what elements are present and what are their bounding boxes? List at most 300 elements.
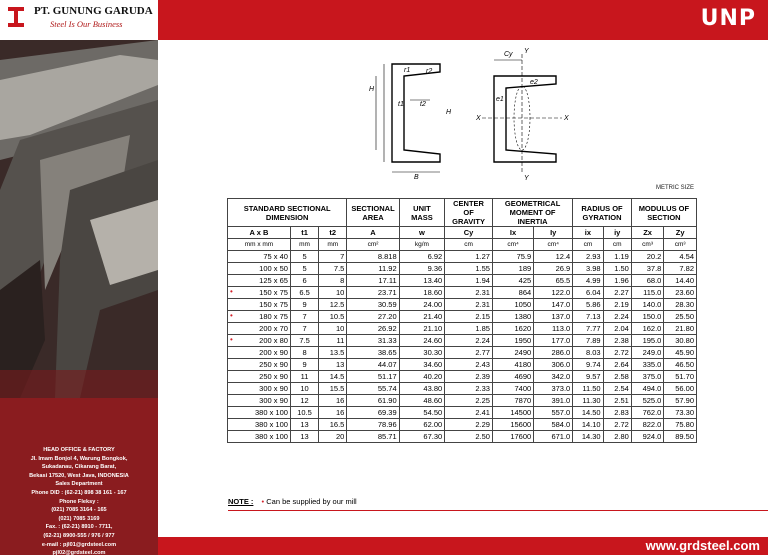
table-cell-t2: 20 — [319, 431, 347, 443]
table-cell-iy: 373.0 — [534, 383, 573, 395]
table-cell-iy: 26.9 — [534, 263, 573, 275]
symbol-cell: A — [347, 227, 399, 239]
divider — [228, 510, 768, 511]
table-cell-zy: 4.54 — [664, 251, 697, 263]
table-cell-zx: 150.0 — [631, 311, 664, 323]
symbol-cell: A x B — [228, 227, 291, 239]
table-cell-cy: 2.15 — [445, 311, 493, 323]
table-cell-t2: 13 — [319, 359, 347, 371]
table-cell-iy: 557.0 — [534, 407, 573, 419]
table-cell-ry: 1.19 — [603, 251, 631, 263]
label-y-top: Y — [524, 48, 529, 55]
table-cell-A: 23.71 — [347, 287, 399, 299]
table-cell-zx: 37.8 — [631, 263, 664, 275]
table-cell-rx: 14.30 — [573, 431, 603, 443]
table-cell-t1: 10 — [290, 383, 318, 395]
table-cell-t1: 10.5 — [290, 407, 318, 419]
contact-line: Sukadanau, Cikarang Barat, — [41, 464, 117, 471]
table-cell-iy: 113.0 — [534, 323, 573, 335]
table-cell-zy: 46.50 — [664, 359, 697, 371]
symbol-cell: Cy — [445, 227, 493, 239]
size-value: 125 x 65 — [259, 276, 288, 285]
table-cell-size — [228, 383, 291, 395]
table-cell-zx: 20.2 — [631, 251, 664, 263]
table-cell-cy: 2.31 — [445, 287, 493, 299]
table-cell-iy: 391.0 — [534, 395, 573, 407]
label-h2: H — [446, 109, 452, 116]
table-group-header-row — [228, 199, 697, 227]
table-cell-t2: 7 — [319, 251, 347, 263]
table-cell-cy: 2.41 — [445, 407, 493, 419]
table-cell-A: 61.90 — [347, 395, 399, 407]
table-cell-rx: 14.10 — [573, 419, 603, 431]
table-row — [228, 359, 697, 371]
symbol-cell: Zy — [664, 227, 697, 239]
table-cell-ix: 425 — [492, 275, 533, 287]
left-panel — [0, 40, 158, 555]
table-cell-ry: 2.04 — [603, 323, 631, 335]
table-cell-zx: 140.0 — [631, 299, 664, 311]
table-cell-zy: 23.60 — [664, 287, 697, 299]
table-cell-t1: 7 — [290, 311, 318, 323]
table-cell-A: 26.92 — [347, 323, 399, 335]
table-cell-zy: 73.30 — [664, 407, 697, 419]
table-cell-t2: 14.5 — [319, 371, 347, 383]
table-cell-ix: 4180 — [492, 359, 533, 371]
table-cell-ix: 7400 — [492, 383, 533, 395]
contact-info — [0, 446, 158, 555]
table-cell-w: 21.40 — [399, 311, 445, 323]
table-cell-A: 51.17 — [347, 371, 399, 383]
unit-cell: cm — [445, 239, 493, 251]
table-cell-w: 30.30 — [399, 347, 445, 359]
table-cell-ix: 189 — [492, 263, 533, 275]
table-cell-w: 54.50 — [399, 407, 445, 419]
table-cell-rx: 5.86 — [573, 299, 603, 311]
table-cell-t2: 16 — [319, 395, 347, 407]
table-cell-t1: 5 — [290, 251, 318, 263]
table-cell-t1: 9 — [290, 299, 318, 311]
table-cell-t2: 10.5 — [319, 311, 347, 323]
table-cell-size — [228, 263, 291, 275]
table-cell-ry: 1.96 — [603, 275, 631, 287]
table-cell-rx: 7.13 — [573, 311, 603, 323]
size-value: 150 x 75 — [259, 300, 288, 309]
table-cell-rx: 7.89 — [573, 335, 603, 347]
table-cell-iy: 147.0 — [534, 299, 573, 311]
table-cell-w: 24.60 — [399, 335, 445, 347]
table-cell-rx: 2.93 — [573, 251, 603, 263]
table-cell-cy: 1.94 — [445, 275, 493, 287]
company-slogan: Steel Is Our Business — [50, 19, 123, 29]
table-cell-cy: 2.43 — [445, 359, 493, 371]
table-cell-A: 30.59 — [347, 299, 399, 311]
table-cell-ix: 1380 — [492, 311, 533, 323]
header-gyration: RADIUS OF GYRATION — [573, 199, 632, 227]
note-bullet-icon: • — [261, 497, 265, 506]
table-cell-t1: 9 — [290, 359, 318, 371]
size-value: 380 x 100 — [254, 408, 288, 417]
table-cell-zy: 57.90 — [664, 395, 697, 407]
table-cell-iy: 177.0 — [534, 335, 573, 347]
table-cell-ry: 2.38 — [603, 335, 631, 347]
table-row — [228, 347, 697, 359]
table-cell-zx: 375.0 — [631, 371, 664, 383]
contact-line: HEAD OFFICE & FACTORY — [43, 447, 115, 453]
table-cell-t2: 12.5 — [319, 299, 347, 311]
size-value: 200 x 70 — [259, 324, 288, 333]
table-cell-zy: 51.70 — [664, 371, 697, 383]
table-cell-zy: 75.80 — [664, 419, 697, 431]
table-row — [228, 371, 697, 383]
table-cell-w: 13.40 — [399, 275, 445, 287]
contact-line: Bekasi 17520, West Java, INDONESIA — [29, 472, 129, 479]
table-cell-t2: 7.5 — [319, 263, 347, 275]
table-cell-ix: 1620 — [492, 323, 533, 335]
table-cell-A: 78.96 — [347, 419, 399, 431]
table-cell-cy: 2.25 — [445, 395, 493, 407]
table-cell-zx: 162.0 — [631, 323, 664, 335]
label-t2: t2 — [420, 101, 426, 108]
table-row — [228, 275, 697, 287]
table-cell-cy: 2.24 — [445, 335, 493, 347]
note-label: NOTE : — [228, 497, 254, 506]
table-cell-rx: 4.99 — [573, 275, 603, 287]
footer-bar — [158, 537, 768, 555]
table-cell-rx: 3.98 — [573, 263, 603, 275]
website-link[interactable]: www.grdsteel.com — [645, 538, 760, 553]
table-cell-ry: 2.54 — [603, 383, 631, 395]
table-cell-size — [228, 431, 291, 443]
size-value: 300 x 90 — [259, 384, 288, 393]
table-cell-ry: 2.51 — [603, 395, 631, 407]
size-value: 100 x 50 — [259, 264, 288, 273]
table-cell-zy: 56.00 — [664, 383, 697, 395]
table-cell-t2: 8 — [319, 275, 347, 287]
table-cell-iy: 584.0 — [534, 419, 573, 431]
table-cell-t2: 11 — [319, 335, 347, 347]
contact-line: e-mail : pjl01@grdsteel.com — [41, 541, 117, 548]
contact-line: Fax. : (62-21) 8910 - 7711, — [45, 524, 113, 531]
table-cell-t1: 6 — [290, 275, 318, 287]
table-row — [228, 431, 697, 443]
table-cell-zy: 28.30 — [664, 299, 697, 311]
unp-spec-table — [227, 198, 697, 443]
table-cell-t1: 11 — [290, 371, 318, 383]
table-cell-size — [228, 347, 291, 359]
table-cell-size — [228, 251, 291, 263]
table-cell-zx: 335.0 — [631, 359, 664, 371]
symbol-cell: ix — [573, 227, 603, 239]
symbol-cell: Iy — [534, 227, 573, 239]
contact-line: Sales Department — [55, 481, 103, 488]
unit-cell: cm² — [347, 239, 399, 251]
steel-channel-photo — [0, 40, 158, 398]
note — [228, 497, 357, 506]
unit-cell: cm — [603, 239, 631, 251]
table-cell-size — [228, 299, 291, 311]
table-cell-iy: 122.0 — [534, 287, 573, 299]
table-cell-cy: 2.33 — [445, 383, 493, 395]
table-cell-A: 17.11 — [347, 275, 399, 287]
table-cell-t2: 16 — [319, 407, 347, 419]
table-row — [228, 299, 697, 311]
symbol-cell: Zx — [631, 227, 664, 239]
table-cell-t2: 13.5 — [319, 347, 347, 359]
table-cell-t1: 12 — [290, 395, 318, 407]
table-row — [228, 419, 697, 431]
label-b: B — [414, 174, 419, 181]
header-gravity: CENTER OF GRAVITY — [445, 199, 493, 227]
table-cell-w: 67.30 — [399, 431, 445, 443]
size-value: 150 x 75 — [259, 288, 288, 297]
table-cell-zy: 25.50 — [664, 311, 697, 323]
table-cell-zx: 249.0 — [631, 347, 664, 359]
table-cell-t2: 10 — [319, 323, 347, 335]
table-cell-iy: 671.0 — [534, 431, 573, 443]
table-cell-A: 8.818 — [347, 251, 399, 263]
table-unit-row — [228, 239, 697, 251]
table-cell-ry: 1.50 — [603, 263, 631, 275]
table-cell-ix: 2490 — [492, 347, 533, 359]
table-cell-iy: 137.0 — [534, 311, 573, 323]
table-cell-A: 69.39 — [347, 407, 399, 419]
table-cell-size — [228, 311, 291, 323]
table-cell-rx: 11.30 — [573, 395, 603, 407]
table-row — [228, 263, 697, 275]
table-cell-ry: 2.80 — [603, 431, 631, 443]
table-row — [228, 395, 697, 407]
table-cell-t1: 6.5 — [290, 287, 318, 299]
table-cell-ix: 1950 — [492, 335, 533, 347]
symbol-cell: t2 — [319, 227, 347, 239]
table-cell-ry: 2.24 — [603, 311, 631, 323]
note-text: Can be supplied by our mill — [266, 497, 357, 506]
unit-cell: mm x mm — [228, 239, 291, 251]
unit-cell: cm — [573, 239, 603, 251]
label-e2: e2 — [530, 79, 538, 86]
table-cell-A: 85.71 — [347, 431, 399, 443]
table-cell-t2: 15.5 — [319, 383, 347, 395]
table-cell-w: 24.00 — [399, 299, 445, 311]
table-cell-t1: 5 — [290, 263, 318, 275]
table-cell-zy: 7.82 — [664, 263, 697, 275]
size-value: 250 x 90 — [259, 372, 288, 381]
stock-bullet-icon: • — [230, 311, 233, 320]
contact-line: (62-21) 8900-555 / 976 / 977 — [43, 532, 115, 539]
table-cell-size — [228, 335, 291, 347]
table-cell-zy: 89.50 — [664, 431, 697, 443]
table-cell-zy: 30.80 — [664, 335, 697, 347]
size-value: 250 x 90 — [259, 360, 288, 369]
table-row — [228, 251, 697, 263]
table-cell-ix: 15600 — [492, 419, 533, 431]
size-value: 200 x 80 — [259, 336, 288, 345]
label-x-right: X — [564, 115, 569, 122]
metric-size-label: METRIC SIZE — [656, 185, 695, 191]
symbol-cell: Ix — [492, 227, 533, 239]
size-value: 380 x 100 — [254, 420, 288, 429]
table-cell-w: 40.20 — [399, 371, 445, 383]
table-cell-zy: 21.80 — [664, 323, 697, 335]
table-cell-ix: 1050 — [492, 299, 533, 311]
table-cell-A: 44.07 — [347, 359, 399, 371]
table-cell-cy: 2.39 — [445, 371, 493, 383]
table-cell-cy: 2.31 — [445, 299, 493, 311]
table-cell-rx: 9.74 — [573, 359, 603, 371]
table-cell-A: 38.65 — [347, 347, 399, 359]
table-cell-A: 11.92 — [347, 263, 399, 275]
table-cell-w: 43.80 — [399, 383, 445, 395]
table-cell-w: 62.00 — [399, 419, 445, 431]
label-x-left: X — [476, 115, 481, 122]
stock-bullet-icon: • — [230, 287, 233, 296]
header-modulus: MODULUS OF SECTION — [631, 199, 696, 227]
table-cell-ry: 2.58 — [603, 371, 631, 383]
unit-cell: mm — [319, 239, 347, 251]
table-cell-cy: 1.55 — [445, 263, 493, 275]
table-cell-zx: 195.0 — [631, 335, 664, 347]
table-cell-zy: 45.90 — [664, 347, 697, 359]
table-cell-cy: 2.50 — [445, 431, 493, 443]
label-r2: r2 — [426, 68, 433, 75]
stock-bullet-icon: • — [230, 335, 233, 344]
table-cell-zx: 68.0 — [631, 275, 664, 287]
contact-line: (021) 7085 3169 — [58, 515, 100, 522]
table-cell-zx: 115.0 — [631, 287, 664, 299]
table-cell-zx: 525.0 — [631, 395, 664, 407]
table-cell-ry: 2.72 — [603, 347, 631, 359]
table-cell-iy: 306.0 — [534, 359, 573, 371]
unit-cell: cm³ — [631, 239, 664, 251]
table-cell-ix: 864 — [492, 287, 533, 299]
table-cell-size — [228, 419, 291, 431]
label-e1: e1 — [496, 96, 504, 103]
table-cell-zx: 924.0 — [631, 431, 664, 443]
header-mass: UNIT MASS — [399, 199, 445, 227]
table-cell-A: 31.33 — [347, 335, 399, 347]
table-cell-size — [228, 371, 291, 383]
table-cell-rx: 9.57 — [573, 371, 603, 383]
table-row — [228, 383, 697, 395]
label-t1: t1 — [398, 101, 404, 108]
table-cell-A: 27.20 — [347, 311, 399, 323]
label-h: H — [369, 86, 375, 93]
header-inertia: GEOMETRICAL MOMENT OF INERTIA — [492, 199, 572, 227]
company-name: PT. GUNUNG GARUDA — [34, 5, 153, 17]
symbol-cell: w — [399, 227, 445, 239]
table-cell-iy: 12.4 — [534, 251, 573, 263]
table-row — [228, 407, 697, 419]
table-cell-zx: 822.0 — [631, 419, 664, 431]
table-cell-w: 9.36 — [399, 263, 445, 275]
table-cell-rx: 14.50 — [573, 407, 603, 419]
table-cell-size — [228, 275, 291, 287]
table-cell-iy: 286.0 — [534, 347, 573, 359]
company-logo-icon — [6, 5, 26, 29]
table-cell-cy: 2.77 — [445, 347, 493, 359]
table-cell-ix: 7870 — [492, 395, 533, 407]
table-cell-t2: 16.5 — [319, 419, 347, 431]
table-symbol-row — [228, 227, 697, 239]
table-cell-ry: 2.83 — [603, 407, 631, 419]
table-cell-iy: 342.0 — [534, 371, 573, 383]
header-area: SECTIONAL AREA — [347, 199, 399, 227]
table-cell-t1: 13 — [290, 431, 318, 443]
contact-line: (021) 7085 3164 - 165 — [51, 507, 107, 514]
table-cell-iy: 65.5 — [534, 275, 573, 287]
unit-cell: cm³ — [664, 239, 697, 251]
table-cell-ix: 4690 — [492, 371, 533, 383]
table-row — [228, 287, 697, 299]
table-cell-rx: 11.50 — [573, 383, 603, 395]
table-cell-A: 55.74 — [347, 383, 399, 395]
table-cell-t2: 10 — [319, 287, 347, 299]
symbol-cell: t1 — [290, 227, 318, 239]
table-cell-ix: 17600 — [492, 431, 533, 443]
label-r1: r1 — [404, 67, 411, 74]
table-cell-rx: 7.77 — [573, 323, 603, 335]
table-cell-ix: 14500 — [492, 407, 533, 419]
table-cell-size — [228, 359, 291, 371]
product-code-title: UNP — [700, 6, 756, 31]
unit-cell: kg/m — [399, 239, 445, 251]
table-cell-zx: 762.0 — [631, 407, 664, 419]
table-cell-t1: 13 — [290, 419, 318, 431]
unit-cell: mm — [290, 239, 318, 251]
table-cell-t1: 7.5 — [290, 335, 318, 347]
table-cell-t1: 7 — [290, 323, 318, 335]
table-cell-size — [228, 407, 291, 419]
table-cell-cy: 1.27 — [445, 251, 493, 263]
table-cell-cy: 1.85 — [445, 323, 493, 335]
label-y-bottom: Y — [524, 175, 529, 182]
table-cell-w: 34.60 — [399, 359, 445, 371]
table-cell-w: 18.60 — [399, 287, 445, 299]
table-cell-ix: 75.9 — [492, 251, 533, 263]
unit-cell: cm⁴ — [492, 239, 533, 251]
table-cell-size — [228, 395, 291, 407]
table-body — [228, 251, 697, 443]
size-value: 180 x 75 — [259, 312, 288, 321]
table-cell-w: 48.60 — [399, 395, 445, 407]
table-cell-ry: 2.72 — [603, 419, 631, 431]
symbol-cell: iy — [603, 227, 631, 239]
table-cell-ry: 2.64 — [603, 359, 631, 371]
table-cell-rx: 6.04 — [573, 287, 603, 299]
header-dimension: STANDARD SECTIONAL DIMENSION — [228, 199, 347, 227]
label-cy: Cy — [504, 51, 513, 58]
size-value: 75 x 40 — [263, 252, 288, 261]
table-cell-rx: 8.03 — [573, 347, 603, 359]
table-cell-w: 6.92 — [399, 251, 445, 263]
table-row — [228, 323, 697, 335]
table-cell-cy: 2.29 — [445, 419, 493, 431]
size-value: 380 x 100 — [254, 432, 288, 441]
contact-line: Jl. Imam Bonjol 4, Warung Bongkok, — [30, 455, 128, 462]
contact-line: Phone DID : (62-21) 898 38 161 - 167 — [31, 489, 127, 496]
contact-line: pjl02@grdsteel.com — [52, 550, 106, 555]
table-cell-zy: 14.40 — [664, 275, 697, 287]
table-row — [228, 335, 697, 347]
unit-cell: cm⁴ — [534, 239, 573, 251]
table-cell-ry: 2.19 — [603, 299, 631, 311]
size-value: 300 x 90 — [259, 396, 288, 405]
table-cell-size — [228, 287, 291, 299]
table-cell-t1: 8 — [290, 347, 318, 359]
size-value: 200 x 90 — [259, 348, 288, 357]
contact-line: Phone Fleksy : — [59, 498, 99, 505]
